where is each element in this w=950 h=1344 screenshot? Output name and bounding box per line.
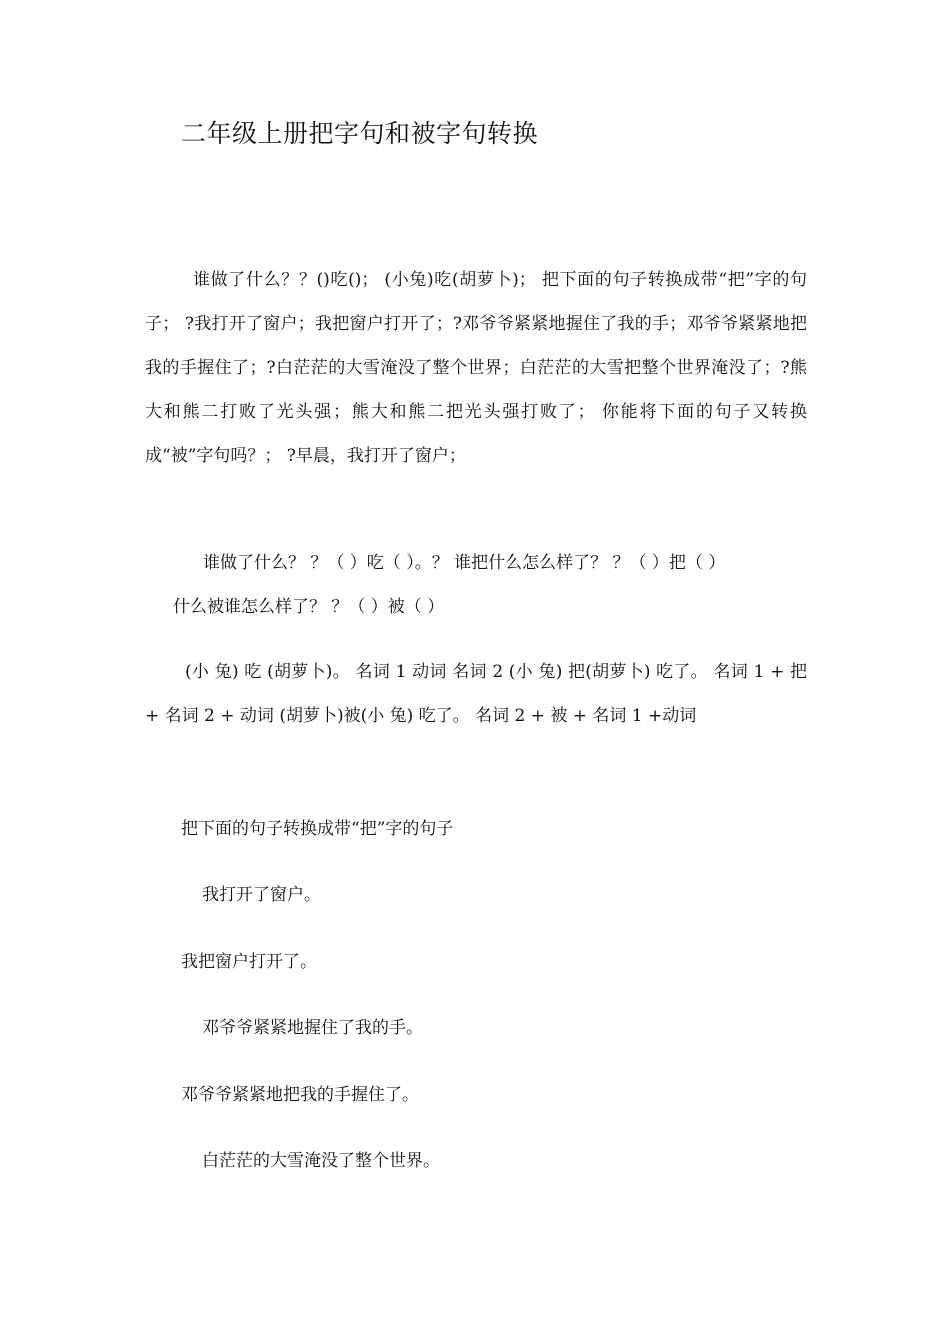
intro-paragraph: 谁做了什么？？()吃()； (小兔)吃(胡萝卜)； 把下面的句子转换成带“把”字的句子； ?我打开了窗户；我把窗户打开了；?邓爷爷紧紧地握住了我的手；邓爷爷紧紧地把我的手握住了；?白茫茫的大雪淹没了整个世界；白茫茫的大雪把整个世界淹没了；?熊大和熊二打败了光头强；熊大和熊二把光头强打败了； 你能将下面的句子又转换成“被”字句吗？； ?早晨，我打开了窗户； <box>145 270 807 466</box>
page-title: 二年级上册把字句和被字句转换 <box>181 119 539 148</box>
exercise-sentence: 我把窗户打开了。 <box>181 952 317 972</box>
exercise-sentence: 邓爷爷紧紧地握住了我的手。 <box>202 1018 423 1038</box>
question-line-2: 什么被谁怎么样了？ ？（ ）被（ ） <box>173 597 445 617</box>
question-block <box>145 541 807 629</box>
exercise-sentence: 白茫茫的大雪淹没了整个世界。 <box>202 1151 440 1171</box>
exercise-heading: 把下面的句子转换成带“把”字的句子 <box>181 819 454 839</box>
exercise-sentence: 我打开了窗户。 <box>202 885 321 905</box>
exercise-sentence: 邓爷爷紧紧地把我的手握住了。 <box>181 1085 419 1105</box>
formula-paragraph <box>145 650 807 738</box>
formula-text: (小 兔) 吃 (胡萝卜)。 名词 1 动词 名词 2 (小 兔) 把(胡萝卜) 吃了。 名词 1 + 把 + 名词 2 + 动词 (胡萝卜)被(小 兔) 吃了。 名词 2 + 被 + 名词 1 +动词 <box>145 662 807 726</box>
question-line-1: 谁做了什么？ ？（ ）吃（ ）。？ 谁把什么怎么样了？ ？（ ）把（ ） <box>203 553 726 573</box>
